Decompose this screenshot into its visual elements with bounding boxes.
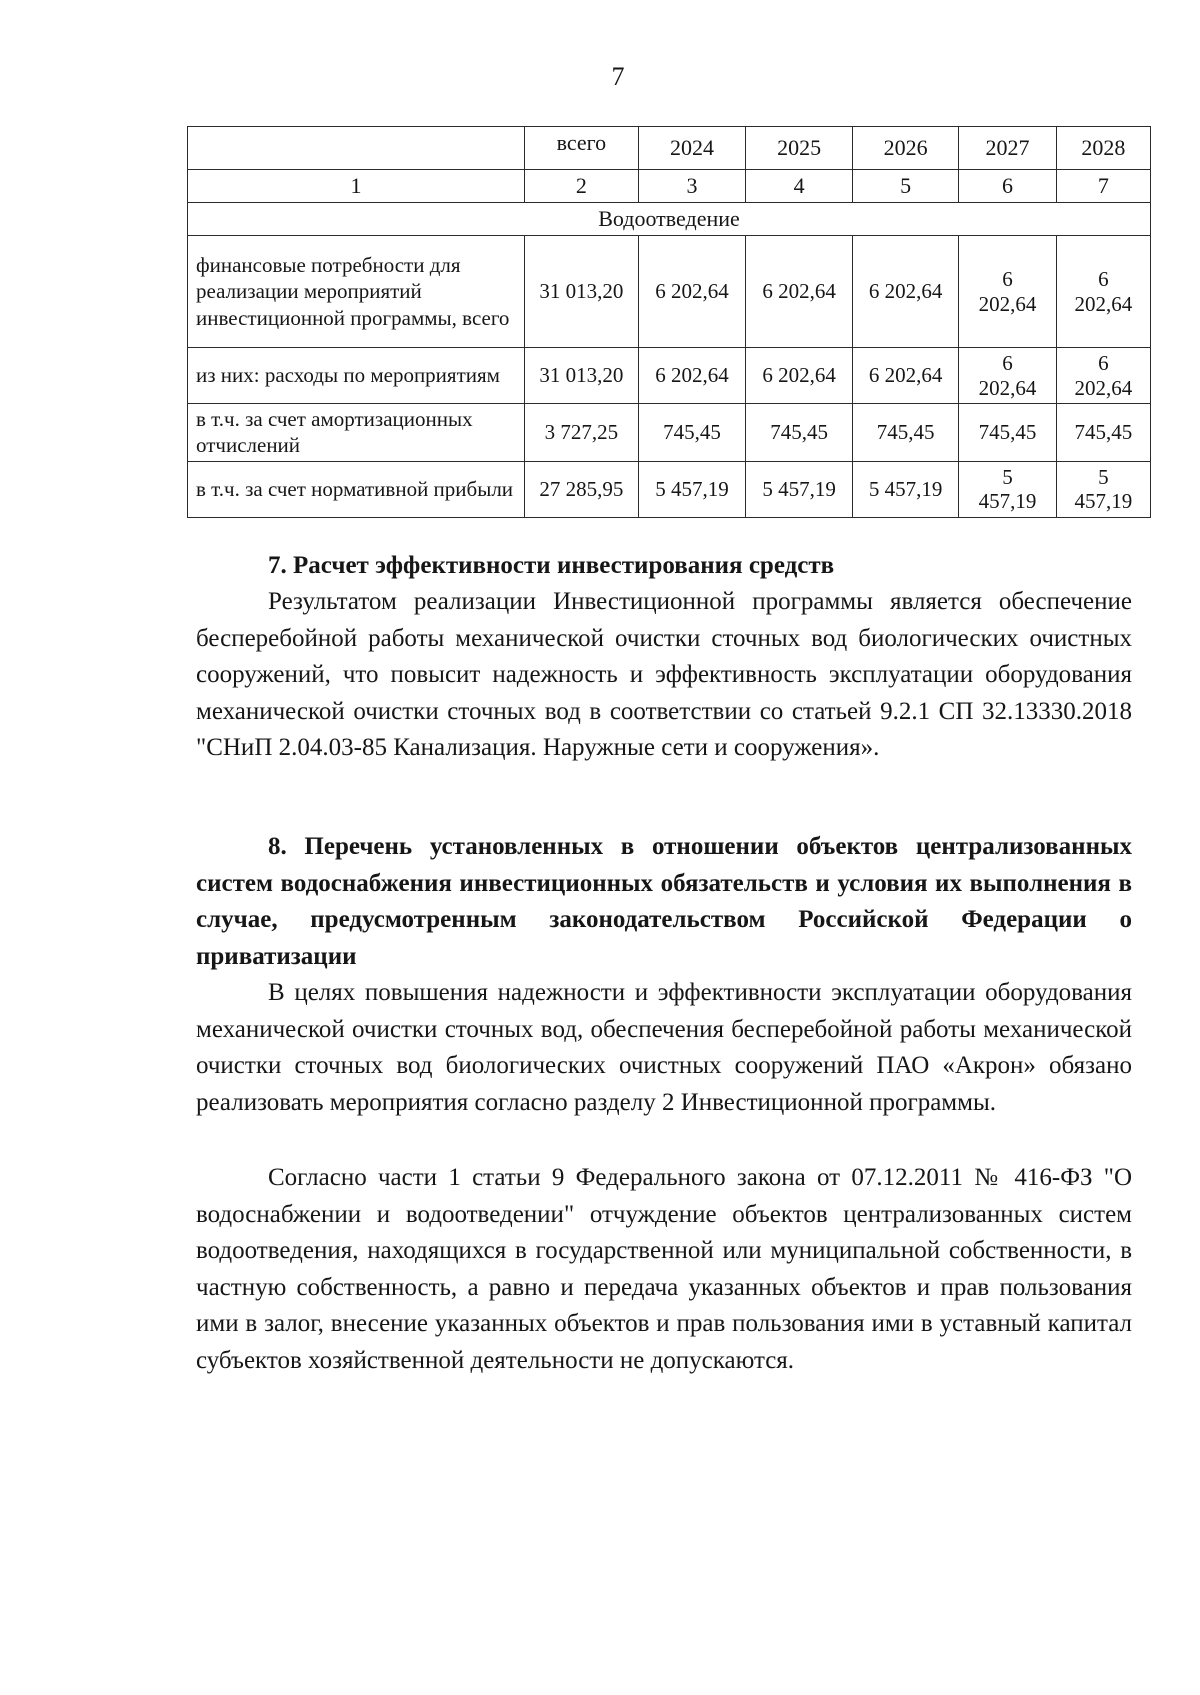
- value-2027-part: 5: [1002, 464, 1013, 489]
- value-2028: 745,45: [1056, 404, 1150, 462]
- header-cell: всего: [525, 127, 639, 170]
- value-2025: 6 202,64: [746, 236, 853, 348]
- value-2027-part: 202,64: [978, 291, 1037, 316]
- table-row: [188, 461, 1151, 517]
- value-2024: 6 202,64: [638, 348, 746, 404]
- column-number: 3: [638, 170, 746, 203]
- header-cell: 2026: [852, 127, 959, 170]
- header-cell: [188, 127, 525, 170]
- value-total: 31 013,20: [525, 348, 639, 404]
- row-label: в т.ч. за счет нормативной прибыли: [188, 461, 525, 517]
- header-cell: 2028: [1056, 127, 1150, 170]
- value-2028: [1056, 348, 1150, 404]
- value-2024: 6 202,64: [638, 236, 746, 348]
- column-number: 7: [1056, 170, 1150, 203]
- column-number: 6: [959, 170, 1056, 203]
- value-2024: 745,45: [638, 404, 746, 462]
- header-cell: 2027: [959, 127, 1056, 170]
- value-2026: 5 457,19: [852, 461, 959, 517]
- value-total: 31 013,20: [525, 236, 639, 348]
- value-2027: [959, 348, 1056, 404]
- value-2025: 5 457,19: [746, 461, 853, 517]
- section-8-paragraph: В целях повышения надежности и эффективности эксплуатации оборудования механической очистки сточных вод, обеспечения бесперебойной работы механической очистки сточных вод биологических очистных сооружений ПАО «Акрон» обязано реализовать мероприятия согласно разделу 2 Инвестиционной программы.: [196, 979, 1132, 1116]
- section-label: Водоотведение: [188, 203, 1151, 236]
- value-2028-part: 202,64: [1074, 291, 1133, 316]
- value-2028-part: 202,64: [1074, 375, 1133, 400]
- section-row: [188, 203, 1151, 236]
- value-2027-part: 202,64: [978, 375, 1037, 400]
- column-number-row: [188, 170, 1151, 203]
- value-2026: 745,45: [852, 404, 959, 462]
- value-2028: [1056, 461, 1150, 517]
- financing-table: [187, 126, 1151, 518]
- value-2026: 6 202,64: [852, 348, 959, 404]
- value-2025: 6 202,64: [746, 348, 853, 404]
- column-number: 5: [852, 170, 959, 203]
- value-2028-part: 5: [1098, 464, 1109, 489]
- value-2027: [959, 461, 1056, 517]
- column-number: 4: [746, 170, 853, 203]
- value-2028-part: 6: [1098, 267, 1109, 292]
- column-number: 2: [525, 170, 639, 203]
- value-2026: 6 202,64: [852, 236, 959, 348]
- value-2027-part: 6: [1002, 267, 1013, 292]
- value-2028-part: 6: [1098, 351, 1109, 376]
- value-2028-part: 457,19: [1074, 489, 1133, 513]
- row-label: в т.ч. за счет амортизационных отчислений: [188, 404, 525, 462]
- table-row: [188, 348, 1151, 404]
- section-8-paragraph: Согласно части 1 статьи 9 Федерального закона от 07.12.2011 № 416-ФЗ "О водоснабжении и водоотведении" отчуждение объектов централизованных систем водоотведения, находящихся в государственной или муниципальной собственности, в частную собственность, а равно и передача указанных объектов и прав пользования ими в залог, внесение указанных объектов и прав пользования ими в уставный капитал субъектов хозяйственной деятельности не допускаются.: [196, 1164, 1132, 1374]
- value-total: 27 285,95: [525, 461, 639, 517]
- section-7-title: 7. Расчет эффективности инвестирования средств: [268, 552, 835, 579]
- value-total: 3 727,25: [525, 404, 639, 462]
- value-2024: 5 457,19: [638, 461, 746, 517]
- value-2027-part: 6: [1002, 351, 1013, 376]
- header-cell: 2024: [638, 127, 746, 170]
- row-label: из них: расходы по мероприятиям: [188, 348, 525, 404]
- value-2027: [959, 236, 1056, 348]
- row-label: финансовые потребности для реализации мероприятий инвестиционной программы, всего: [188, 236, 525, 348]
- value-2028: [1056, 236, 1150, 348]
- table-row: [188, 236, 1151, 348]
- value-2025: 745,45: [746, 404, 853, 462]
- value-2027: 745,45: [959, 404, 1056, 462]
- column-number: 1: [188, 170, 525, 203]
- section-7-body: Результатом реализации Инвестиционной программы является обеспечение бесперебойной работы механической очистки сточных вод биологических очистных сооружений, что повысит надежность и эффективность эксплуатации оборудования механической очистки сточных вод в соответствии со статьей 9.2.1 СП 32.13330.2018 "СНиП 2.04.03-85 Канализация. Наружные сети и сооружения».: [196, 588, 1132, 761]
- page-number: 7: [611, 62, 625, 91]
- header-cell: 2025: [746, 127, 853, 170]
- value-2027-part: 457,19: [978, 489, 1037, 513]
- table-header-row: [188, 127, 1151, 170]
- table-row: [188, 404, 1151, 462]
- section-8-title: 8. Перечень установленных в отношении объектов централизованных систем водоснабжения инвестиционных обязательств и условия их выполнения в случае, предусмотренным законодательством Российской Федерации о приватизации: [196, 833, 1132, 970]
